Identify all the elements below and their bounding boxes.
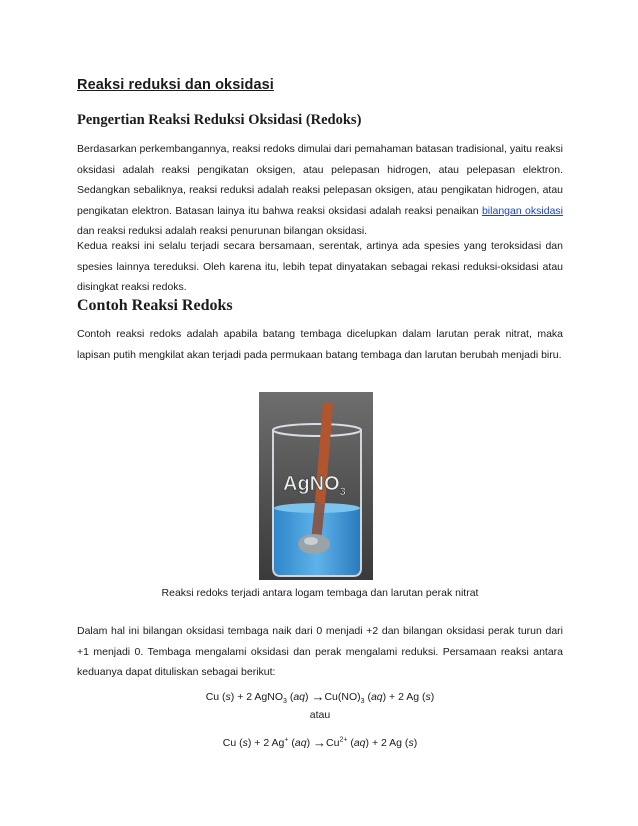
paragraph-definition-tail: dan reaksi reduksi adalah reaksi penurunan bilangan oksidasi. bbox=[77, 225, 368, 237]
document-title: Reaksi reduksi dan oksidasi bbox=[77, 77, 274, 93]
paragraph-definition-text: Berdasarkan perkembangannya, reaksi redoks dimulai dari pemahaman batasan tradisional, yaitu reaksi oksidasi adalah reaksi pengikatan oksigen, atau pelepasan hidrogen, atau pelepasan elektron. Sedangkan sebaliknya, reaksi reduksi adalah reaksi pelepasan oksigen, atau pengikatan hidrogen, atau pengikatan elektron. Batasan lainya itu bahwa reaksi oksidasi adalah reaksi penaikan bbox=[77, 143, 563, 217]
equation-separator: atau bbox=[309, 709, 331, 721]
beaker-photo bbox=[259, 392, 373, 580]
equation-ionic: Cu (s) + 2 Ag+ $(aq) \to Cu^{2+}$ (aq) + 2 Ag (s) bbox=[222, 735, 418, 750]
silver-highlight bbox=[304, 537, 318, 545]
paragraph-explanation: Dalam hal ini bilangan oksidasi tembaga naik dari 0 menjadi +2 dan bilangan oksidasi perak turun dari +1 menjadi 0. Tembaga mengalami oksidasi dan perak mengalami reduksi. Persamaan reaksi antara keduanya dapat dituliskan sebagai berikut: bbox=[77, 625, 563, 678]
beaker-illustration bbox=[259, 392, 373, 580]
arrow-icon: → bbox=[311, 689, 325, 704]
arrow-icon: → bbox=[313, 735, 326, 750]
link-bilangan-oksidasi[interactable]: bilangan oksidasi bbox=[481, 204, 563, 217]
equation-molecular: Cu (s) + 2 AgNO$_3$ $(aq) \to Cu(NO)_3$ (aq) + 2 Ag (s) bbox=[205, 689, 435, 706]
paragraph-definition bbox=[77, 139, 563, 242]
paragraph-simultaneous: Kedua reaksi ini selalu terjadi secara bersamaan, serentak, artinya ada spesies yang teroksidasi dan spesies lainnya tereduksi. Oleh karena itu, lebih tepat dinyatakan sebagai rekasi reduksi-oksidasi atau disingkat reaksi redoks. bbox=[77, 240, 563, 293]
figure-caption: Reaksi redoks terjadi antara logam tembaga dan larutan perak nitrat bbox=[161, 587, 479, 599]
section-heading-example: Contoh Reaksi Redoks bbox=[77, 297, 233, 314]
section-heading-definition: Pengertian Reaksi Reduksi Oksidasi (Redoks) bbox=[77, 112, 362, 128]
paragraph-example: Contoh reaksi redoks adalah apabila batang tembaga dicelupkan dalam larutan perak nitrat, maka lapisan putih mengkilat akan terjadi pada permukaan batang tembaga dan larutan berubah menjadi biru. bbox=[77, 328, 563, 361]
beaker-label: AgNO$_3$ bbox=[283, 473, 346, 498]
